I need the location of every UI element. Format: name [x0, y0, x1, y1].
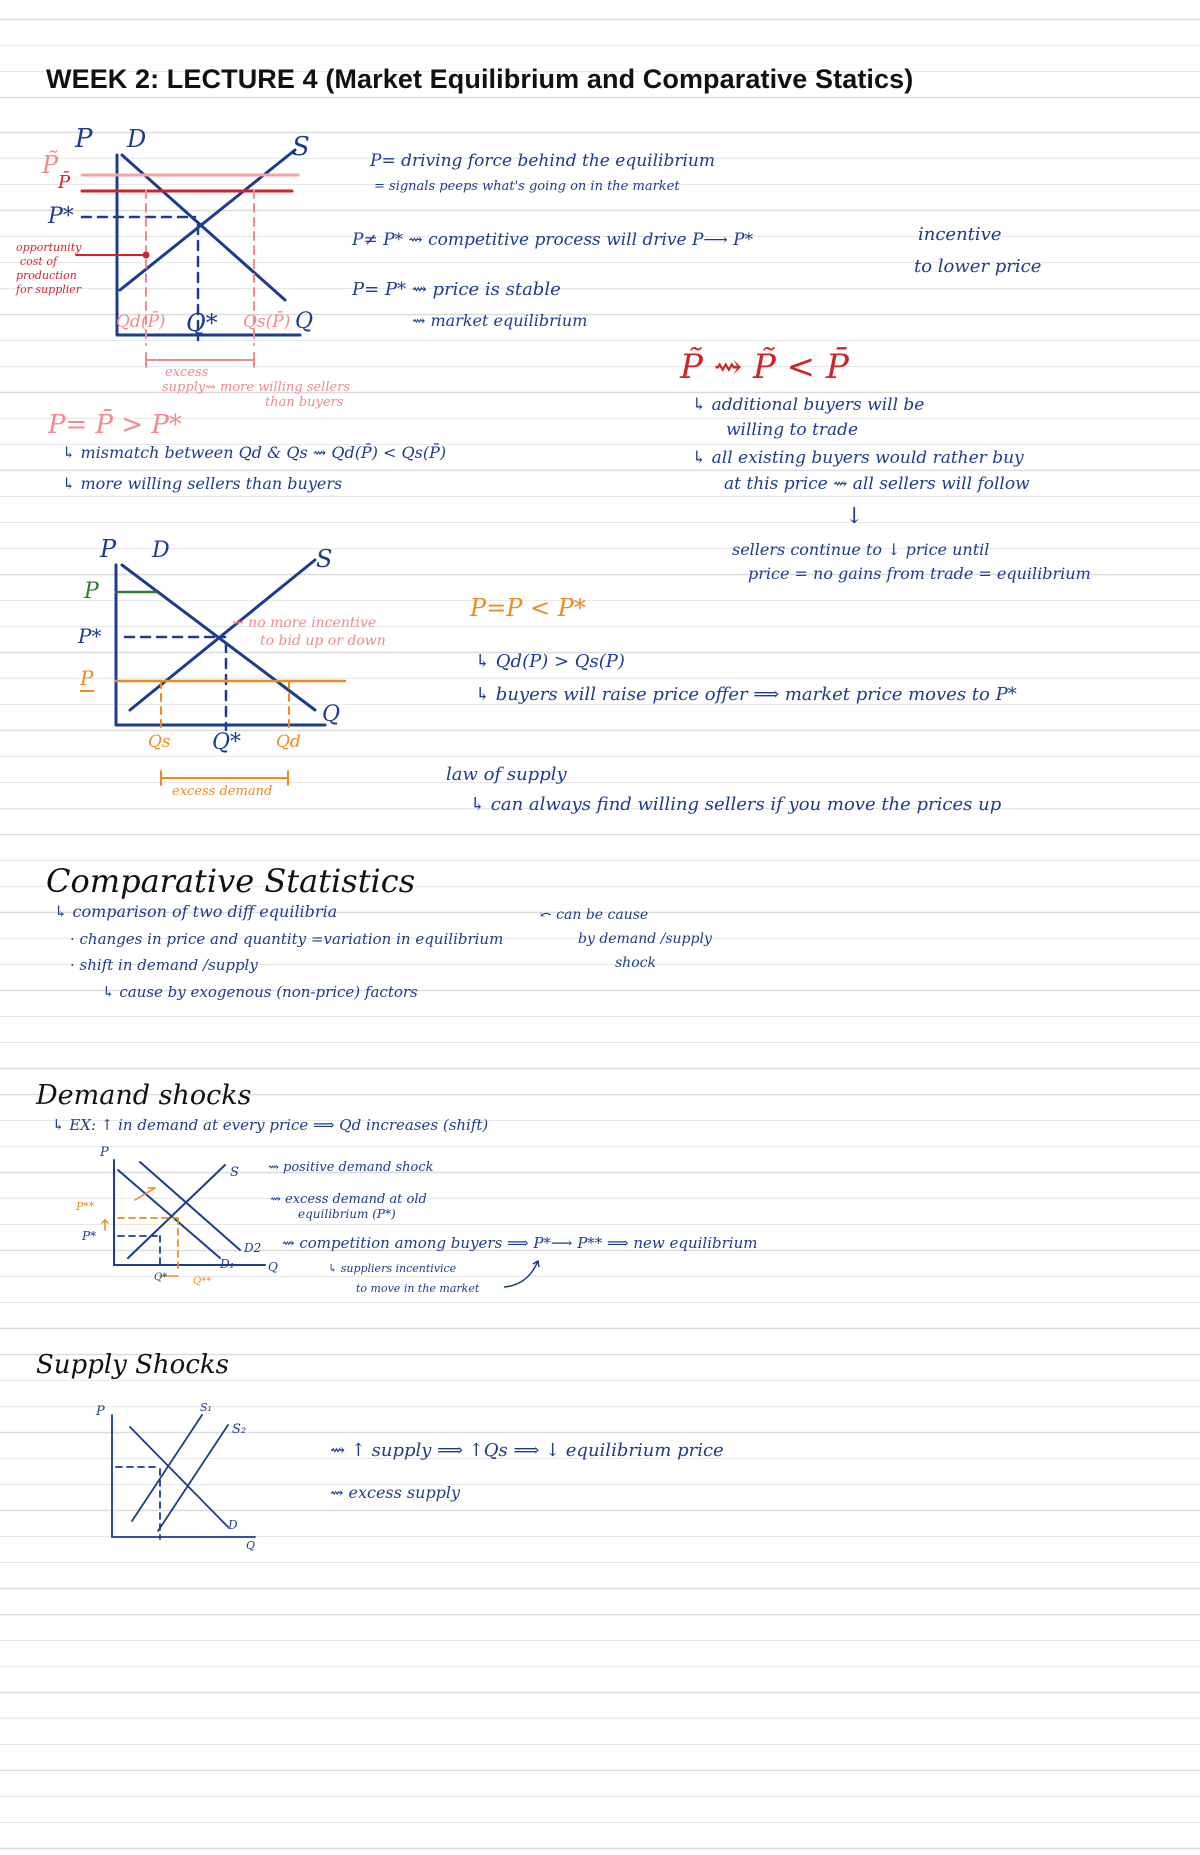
g2-q-star-label: Q* [212, 730, 242, 755]
curved-arrow [498, 1255, 548, 1295]
g3-p-star-label: P* [82, 1229, 97, 1243]
note-suppliers-2: to move in the market [356, 1282, 480, 1295]
g2-supply-label: S [316, 545, 333, 573]
g2-qd-label: Qd [276, 732, 301, 752]
graph-supply-shock [80, 1401, 280, 1555]
graph-demand-shock [60, 1140, 290, 1305]
note-supply-increase: ⇝ ↑ supply ⟹ ↑Qs ⟹ ↓ equilibrium price [330, 1440, 724, 1461]
note-can-be-cause-2: by demand /supply [578, 931, 712, 947]
note-p-equal-star: P= P* ⇝ price is stable [352, 279, 561, 300]
note-signals: = signals peeps what's going on in the market [374, 179, 680, 194]
g2-quantity-axis-label: Q [322, 702, 341, 727]
g2-excess-demand-label: excess demand [172, 784, 273, 799]
note-can-always: ↳ can always find willing sellers if you move the prices up [470, 794, 1002, 815]
note-p-driving: P= driving force behind the equilibrium [370, 151, 715, 171]
g3-q-star-label: Q* [154, 1272, 168, 1283]
note-comparison: ↳ comparison of two diff equilibria [54, 902, 338, 921]
heading-supply-shocks: Supply Shocks [36, 1350, 229, 1380]
page-title: WEEK 2: LECTURE 4 (Market Equilibrium and Comparative Statics) [46, 64, 914, 94]
g2-demand-label: D [152, 538, 170, 563]
g3-supply-label: S [230, 1165, 239, 1180]
svg-text:production: production [16, 269, 77, 282]
g1-opportunity-cost-note [15, 241, 82, 296]
g3-d2-label: D2 [244, 1241, 262, 1255]
g2-no-incentive-note: ⇝ no more incentive to bid up or down [232, 615, 386, 649]
note-excess-demand-1: ⇝ excess demand at old [270, 1192, 427, 1207]
note-changes: · changes in price and quantity =variation in equilibrium [70, 930, 504, 948]
g2-p-star-label: P* [78, 624, 102, 648]
heading-comparative-statistics: Comparative Statistics [46, 862, 416, 900]
note-additional-buyers-1: ↳ additional buyers will be [692, 395, 925, 415]
g1-qs-pbar-label: Qs(P̄) [243, 312, 291, 332]
heading-p-lower: P=P < P* [470, 594, 586, 622]
heading-p-tilde: P̃ ⇝ P̃ < P̄ [680, 347, 849, 387]
note-sellers-continue-1: sellers continue to ↓ price until [732, 540, 990, 559]
note-additional-buyers-2: willing to trade [726, 420, 859, 440]
note-excess-demand-2: equilibrium (P*) [298, 1207, 396, 1221]
note-qd-gt-qs: ↳ Qd(P) > Qs(P) [475, 651, 625, 672]
g3-p-star-star-label: P** [76, 1200, 95, 1213]
note-law-of-supply: law of supply [446, 764, 567, 785]
note-buyers-raise: ↳ buyers will raise price offer ⟹ market price moves to P* [475, 684, 1017, 705]
note-mismatch: ↳ mismatch between Qd & Qs ⇝ Qd(P̄) < Qs(P̄) [62, 443, 447, 462]
note-more-sellers: ↳ more willing sellers than buyers [62, 474, 343, 493]
graph-excess-supply [16, 115, 351, 415]
heading-pbar-gt-pstar: P= P̄ > P* [48, 410, 182, 440]
g1-supply-label: S [292, 132, 310, 162]
g1-quantity-axis-label: Q [295, 309, 314, 334]
note-can-be-cause-1: ⤺ can be cause [540, 907, 649, 923]
g1-more-sellers-note: ⇝ more willing sellers than buyers [205, 380, 351, 410]
note-positive-demand-shock: ⇝ positive demand shock [268, 1160, 434, 1175]
g1-demand-label: D [127, 125, 147, 153]
note-existing-buyers-2: at this price ⇝ all sellers will follow [724, 474, 1030, 494]
g4-demand-label: D [228, 1518, 238, 1532]
g4-s1-label: S₁ [200, 1401, 212, 1414]
g4-quantity-axis-label: Q [246, 1539, 256, 1552]
note-can-be-cause-3: shock [615, 955, 656, 971]
note-incentive-1: incentive [918, 224, 1002, 245]
g1-p-tilde-label: P̃ [42, 151, 59, 179]
svg-text:opportunity: opportunity [16, 241, 82, 254]
svg-text:for supplier: for supplier [16, 283, 82, 296]
g1-q-star-label: Q* [186, 309, 218, 337]
g2-price-axis-label: P [100, 535, 117, 563]
g3-quantity-axis-label: Q [268, 1260, 278, 1274]
g2-qs-label: Qs [148, 732, 171, 752]
note-sellers-continue-2: price = no gains from trade = equilibrium [748, 564, 1091, 583]
svg-text:cost of: cost of [20, 255, 58, 268]
g1-p-bar-label: P̄ [58, 172, 71, 193]
note-competition: ⇝ competition among buyers ⟹ P*⟶ P** ⟹ new equilibrium [282, 1234, 758, 1252]
note-excess-supply: ⇝ excess supply [330, 1483, 461, 1502]
note-market-equilibrium: ⇝ market equilibrium [412, 311, 588, 330]
g4-price-axis-label: P [96, 1404, 105, 1419]
down-arrow: ↓ [845, 504, 864, 529]
g2-p-lower-label: P [80, 666, 94, 690]
g4-s2-label: S₂ [232, 1422, 247, 1437]
note-incentive-2: to lower price [914, 256, 1042, 277]
note-cause: ↳ cause by exogenous (non-price) factors [102, 983, 418, 1001]
note-existing-buyers-1: ↳ all existing buyers would rather buy [692, 448, 1024, 468]
g3-price-axis-label: P [100, 1145, 109, 1160]
note-suppliers-1: ↳ suppliers incentivice [328, 1262, 457, 1275]
g2-p-upper-label: P [84, 579, 99, 604]
note-demand-example: ↳ EX: ↑ in demand at every price ⟹ Qd increases (shift) [52, 1116, 489, 1134]
note-shift: · shift in demand /supply [70, 956, 258, 974]
heading-demand-shocks: Demand shocks [36, 1080, 252, 1111]
g1-excess-supply-label: excess supply [162, 365, 209, 395]
g3-q-star-star-label: Q** [193, 1276, 212, 1287]
g3-d1-label: D₁ [220, 1257, 235, 1271]
g1-qd-pbar-label: Qd(P̄) [116, 312, 166, 332]
g1-p-star-label: P* [48, 204, 74, 229]
note-p-not-star: P≠ P* ⇝ competitive process will drive P⟶ P* [352, 230, 754, 250]
graph-excess-demand [60, 535, 420, 805]
g1-price-axis-label: P [75, 124, 93, 154]
